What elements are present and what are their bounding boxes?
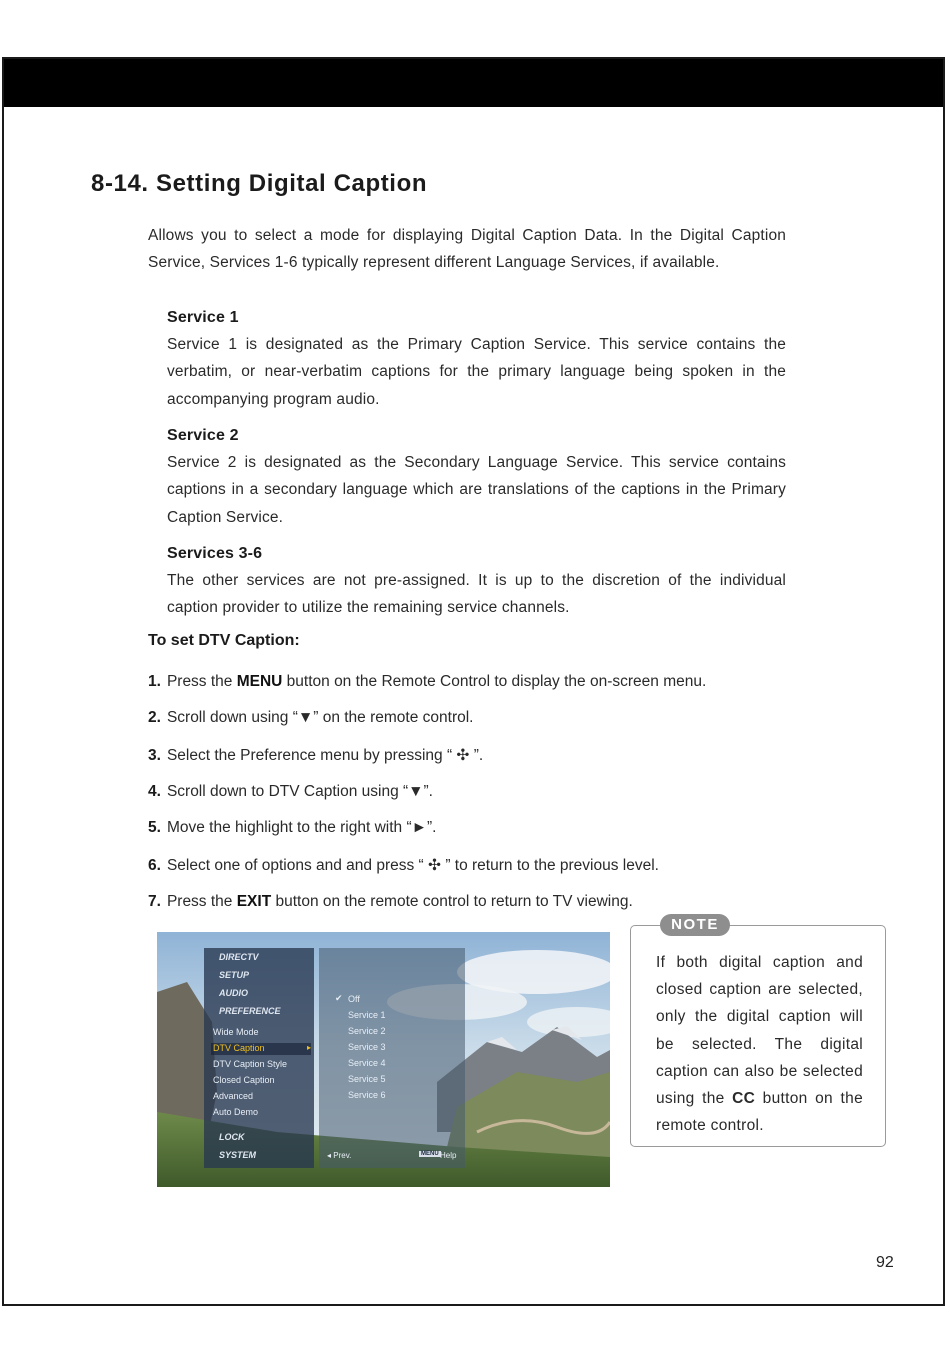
step-item [148, 709, 473, 727]
note-text-part: button on the remote control. [656, 1090, 863, 1135]
step-text: Select one of options and and press “ ✣ ” to return to the previous level. [166, 857, 659, 874]
service-heading: Service 1 [167, 309, 239, 326]
submenu-item[interactable]: DTV Caption Style [213, 1059, 288, 1069]
services-3-6-section [167, 540, 786, 622]
step-item [148, 783, 433, 801]
step-keyword: EXIT [236, 893, 272, 910]
step-text: Move the highlight to the right with “►”. [166, 819, 437, 836]
submenu-item[interactable]: Wide Mode [213, 1027, 259, 1037]
steps-heading: To set DTV Caption: [148, 632, 300, 649]
step-text: Select the Preference menu by pressing “ ✣ ”. [166, 747, 484, 764]
tv-menu-screenshot [157, 932, 610, 1187]
menu-item[interactable]: SETUP [219, 970, 250, 980]
caption-option[interactable]: Service 5 [348, 1074, 386, 1084]
menu-item[interactable]: DIRECTV [219, 952, 259, 962]
submenu-item[interactable]: DTV Caption [213, 1043, 265, 1053]
menu-item[interactable]: SYSTEM [219, 1150, 257, 1160]
submenu-item[interactable]: Closed Caption [213, 1075, 275, 1085]
service-description: Service 2 is designated as the Secondary Language Service. This service contains captions in a secondary language which are translations of the captions in the Primary Caption Service. [167, 454, 786, 526]
caption-option[interactable]: Off [348, 994, 360, 1004]
caption-option[interactable]: Service 3 [348, 1042, 386, 1052]
menu-item[interactable]: AUDIO [219, 988, 248, 998]
step-item [148, 819, 436, 837]
arrow-right-icon: ▸ [307, 1043, 312, 1052]
step-number: 6. [148, 857, 161, 874]
step-number: 7. [148, 893, 161, 910]
note-keyword: CC [732, 1090, 756, 1108]
submenu-item[interactable]: Advanced [213, 1091, 254, 1101]
menu-item[interactable]: PREFERENCE [219, 1006, 281, 1016]
step-text: Press the [166, 673, 237, 690]
caption-option[interactable]: Service 4 [348, 1058, 386, 1068]
step-number: 4. [148, 783, 161, 800]
checkmark-icon: ✔ [335, 993, 343, 1003]
submenu-item[interactable]: Auto Demo [213, 1107, 259, 1117]
step-number: 3. [148, 747, 161, 764]
step-number: 5. [148, 819, 161, 836]
step-item [148, 893, 633, 911]
step-text: Press the [166, 893, 237, 910]
step-text: button on the remote control to return to TV viewing. [271, 893, 633, 910]
caption-option[interactable]: Service 6 [348, 1090, 386, 1100]
step-text: Scroll down using “▼” on the remote control. [166, 709, 474, 726]
service-description: Service 1 is designated as the Primary Caption Service. This service contains the verbatim, or near-verbatim captions for the primary language being spoken in the accompanying program audio. [167, 336, 786, 408]
step-text: button on the Remote Control to display the on-screen menu. [282, 673, 707, 690]
step-number: 1. [148, 673, 161, 690]
service-2-section [167, 422, 786, 531]
menu-item[interactable]: LOCK [219, 1132, 245, 1142]
service-description: The other services are not pre-assigned. It is up to the discretion of the individual caption provider to utilize the remaining service channels. [167, 572, 786, 617]
prev-button[interactable]: ◂ Prev. [327, 1151, 352, 1160]
step-item [148, 673, 706, 691]
note-label: NOTE [660, 914, 730, 936]
page-number: 92 [876, 1254, 894, 1271]
intro-paragraph: Allows you to select a mode for displaying Digital Caption Data. In the Digital Caption Service, Services 1-6 typically represent different Language Services, if available. [148, 227, 786, 272]
page-title: 8-14. Setting Digital Caption [91, 170, 428, 197]
caption-option[interactable]: Service 1 [348, 1010, 386, 1020]
menu-key-badge: MENU [421, 1151, 439, 1157]
step-number: 2. [148, 709, 161, 726]
note-text-part: If both digital caption and closed caption are selected, only the digital caption will be selected. The digital caption can also be selected using the [656, 954, 863, 1108]
step-item [148, 856, 659, 875]
note-text [656, 949, 863, 1139]
step-keyword: MENU [236, 673, 283, 690]
menu-right-panel [319, 948, 465, 1168]
step-text: Scroll down to DTV Caption using “▼”. [166, 783, 433, 800]
caption-option[interactable]: Service 2 [348, 1026, 386, 1036]
service-heading: Service 2 [167, 427, 239, 444]
help-label[interactable]: Help [440, 1151, 457, 1160]
service-heading: Services 3-6 [167, 545, 263, 562]
service-1-section [167, 304, 786, 413]
step-item [148, 746, 483, 765]
